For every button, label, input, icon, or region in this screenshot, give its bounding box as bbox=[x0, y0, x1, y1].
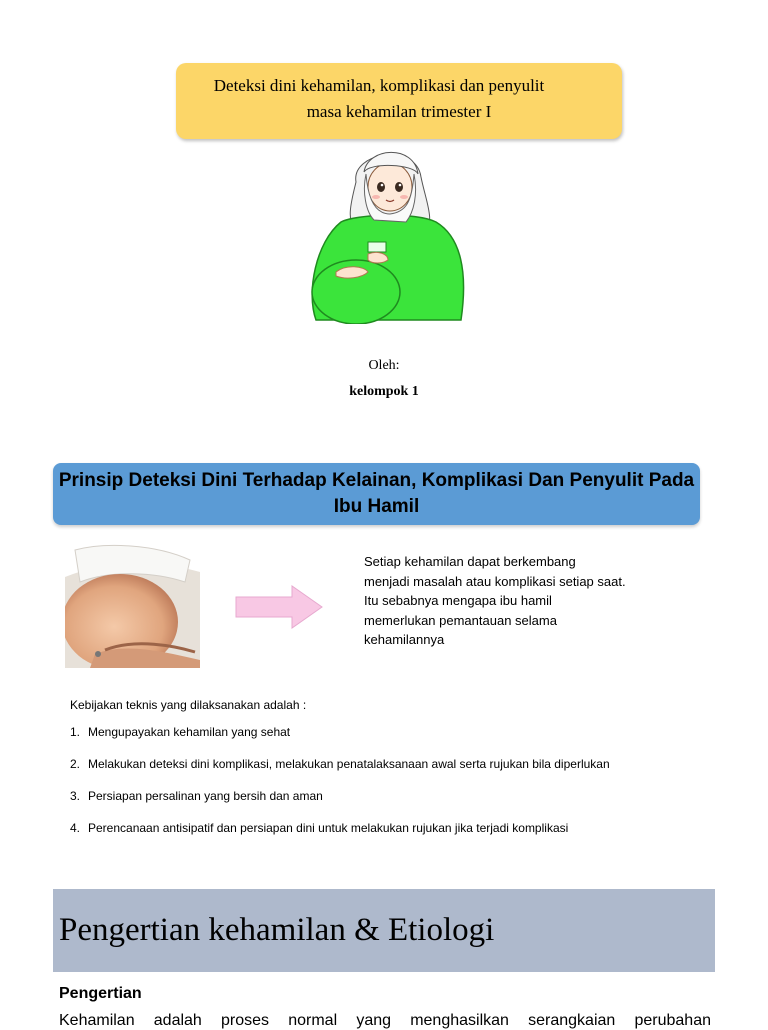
author-name: kelompok 1 bbox=[349, 384, 419, 399]
list-item: 1. Mengupayakan kehamilan yang sehat bbox=[70, 725, 291, 739]
pregnant-belly-photo bbox=[65, 542, 200, 668]
section-heading-pengertian: Pengertian kehamilan & Etiologi bbox=[53, 889, 715, 972]
pregnant-woman-hijab-illustration bbox=[296, 142, 478, 324]
policy-heading: Kebijakan teknis yang dilaksanakan adalah : bbox=[70, 698, 307, 712]
body-paragraph: Kehamilan adalah proses normal yang menghasilkan serangkaian perubahan bbox=[59, 1012, 711, 1029]
list-item: 3. Persiapan persalinan yang bersih dan aman bbox=[70, 789, 323, 803]
title-line-2: masa kehamilan trimester I bbox=[306, 102, 492, 121]
sub-heading-pengertian: Pengertian bbox=[59, 985, 142, 1002]
right-arrow-icon bbox=[234, 584, 324, 630]
list-item: 2. Melakukan deteksi dini komplikasi, melakukan penatalaksanaan awal serta rujukan bila diperlukan bbox=[70, 757, 610, 771]
document-title-box bbox=[176, 63, 622, 139]
policy-list bbox=[70, 725, 610, 853]
list-item: 4. Perencanaan antisipatif dan persiapan dini untuk melakukan rujukan jika terjadi komplikasi bbox=[70, 821, 569, 835]
section-heading-prinsip: Prinsip Deteksi Dini Terhadap Kelainan, Komplikasi Dan Penyulit Pada Ibu Hamil bbox=[53, 463, 700, 525]
author-label: Oleh: bbox=[368, 358, 400, 373]
title-line-1: Deteksi dini kehamilan, komplikasi dan penyulit bbox=[213, 76, 545, 95]
intro-paragraph: Setiap kehamilan dapat berkembang menjadi masalah atau komplikasi setiap saat. Itu sebabnya mengapa ibu hamil memerlukan pemantauan selama kehamilannya bbox=[364, 554, 626, 647]
